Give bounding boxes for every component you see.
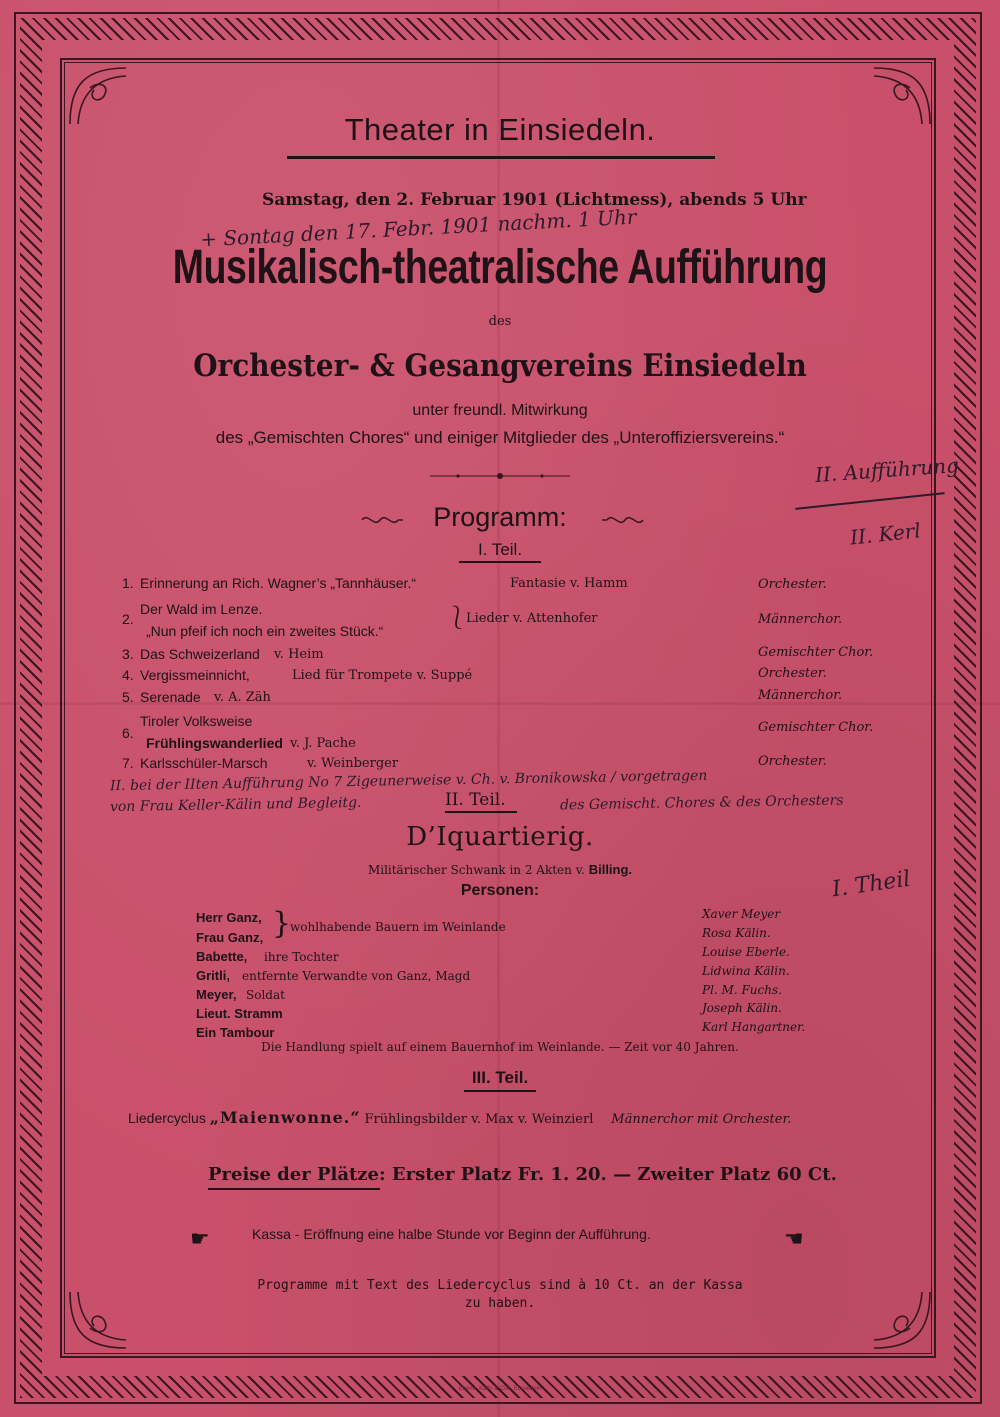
cast-role-description: wohlhabende Bauern im Weinlande: [290, 920, 506, 934]
handwritten-note-auffuehrung: II. Aufführung: [814, 453, 960, 487]
cooperation-line: unter freundl. Mitwirkung: [412, 402, 588, 419]
program-item-number: 3.: [122, 646, 134, 662]
cast-role-description: Soldat: [246, 988, 285, 1002]
cast-actor: Xaver Meyer: [702, 907, 781, 921]
play-author: Billing.: [588, 862, 633, 877]
program-item-number: 6.: [122, 725, 134, 741]
prices-text: Erster Platz Fr. 1. 20. — Zweiter Platz 60 Ct.: [391, 1164, 837, 1185]
main-title: Musikalisch-theatralische Aufführung: [172, 241, 828, 294]
program-item-detail: v. J. Pache: [290, 736, 356, 751]
flourish-right-icon: [600, 512, 645, 528]
program-item-performer: Gemischter Chor.: [758, 720, 874, 735]
handwritten-note-theil: I. Theil: [830, 866, 912, 903]
program-sales-note: Programme mit Text des Liedercyclus sind à 10 Ct. an der Kassa: [257, 1278, 743, 1293]
handwritten-annotation-line3: des Gemischt. Chores & des Orchesters: [559, 792, 844, 814]
program-item-detail: Lieder v. Attenhofer: [466, 611, 598, 626]
box-office-note: Kassa - Eröffnung eine halbe Stunde vor Beginn der Aufführung.: [252, 1226, 651, 1242]
part-one-rule: [459, 561, 541, 563]
cast-role: Lieut. Stramm: [196, 1006, 283, 1021]
cast-actor: Rosa Kälin.: [702, 926, 771, 940]
pointing-hand-icon: ☛: [784, 1226, 804, 1251]
handwritten-note-kerl: II. Kerl: [848, 518, 922, 550]
part-one-heading: I. Teil.: [477, 540, 523, 559]
cast-actor: Joseph Kälin.: [702, 1001, 782, 1015]
cast-role: Gritli,: [196, 968, 230, 983]
cast-role-description: ihre Tochter: [264, 950, 339, 964]
program-item-performer: Männerchor.: [758, 612, 843, 627]
setting-note: Die Handlung spielt auf einem Bauernhof im Weinlande. — Zeit vor 40 Jahren.: [261, 1040, 739, 1054]
program-item-number: 1.: [122, 575, 134, 591]
prices-rule: [208, 1188, 380, 1190]
song-cycle-label: Liedercyclus: [128, 1110, 206, 1126]
cast-role: Babette,: [196, 949, 248, 964]
song-cycle-title: „Maienwonne.“: [209, 1108, 361, 1127]
programm-heading: Programm:: [433, 502, 567, 532]
choir-line: des „Gemischten Chores“ und einiger Mitglieder des „Unteroffiziersvereins.“: [215, 428, 785, 447]
program-item-title: Karlsschüler-Marsch: [140, 755, 268, 771]
divider-ornament-icon: [430, 470, 570, 482]
cast-role-description: entfernte Verwandte von Ganz, Magd: [242, 969, 471, 983]
program-item-title-second: „Nun pfeif ich noch ein zweites Stück.“: [146, 623, 384, 639]
program-item-detail: v. Weinberger: [307, 756, 399, 771]
pointing-hand-icon: ☛: [190, 1226, 210, 1251]
des-label: des: [488, 314, 512, 329]
part-two-heading: II. Teil.: [445, 790, 506, 810]
program-item-performer: Orchester.: [758, 666, 827, 681]
program-item-performer: Orchester.: [758, 754, 827, 769]
song-cycle-detail: Frühlingsbilder v. Max v. Weinzierl: [364, 1112, 594, 1127]
program-item-title: Erinnerung an Rich. Wagner’s „Tannhäuser.“: [140, 575, 417, 591]
program-item-number: 4.: [122, 667, 134, 683]
handwritten-annotation-line1: II. bei der IIten Aufführung No 7 Zigeunerweise v. Ch. v. Bronikowska / vorgetragen: [109, 767, 708, 795]
program-item-performer: Männerchor.: [758, 688, 843, 703]
brace-icon: ⎱: [446, 606, 469, 631]
program-item-performer: Gemischter Chor.: [758, 645, 874, 660]
program-item-detail: v. A. Zäh: [214, 690, 271, 705]
program-item-title: Das Schweizerland: [140, 646, 260, 662]
program-item-title-second: Frühlingswanderlied: [146, 735, 283, 751]
prices-line: [208, 1164, 837, 1185]
handwritten-annotation-line2: von Frau Keller-Kälin und Begleitg.: [109, 794, 362, 816]
part-three-rule: [464, 1090, 536, 1092]
printer-imprint: Eberle, Kälin & Cie., Einsiedeln: [458, 1386, 542, 1392]
cast-actor: Louise Eberle.: [702, 945, 790, 959]
date-line: Samstag, den 2. Februar 1901 (Lichtmess), abends 5 Uhr: [262, 190, 807, 210]
program-item-title: Tiroler Volksweise: [140, 713, 253, 729]
song-cycle-line: [128, 1108, 791, 1127]
heading-rule: [287, 156, 715, 159]
cast-heading: Personen:: [460, 882, 540, 899]
part-two-rule: [445, 811, 517, 813]
cast-actor: Lidwina Kälin.: [702, 964, 790, 978]
program-item-performer: Orchester.: [758, 577, 827, 592]
cast-role: Herr Ganz,: [196, 910, 262, 925]
program-item-title: Vergissmeinnicht,: [140, 667, 250, 683]
program-item-title: Serenade: [140, 689, 201, 705]
cast-role: Meyer,: [196, 987, 237, 1002]
play-title: D’Iquartierig.: [406, 822, 594, 852]
cast-role: Frau Ganz,: [196, 930, 264, 945]
cast-role: Ein Tambour: [196, 1025, 275, 1040]
prices-label: Preise der Plätze:: [208, 1164, 386, 1185]
program-sales-note-2: zu haben.: [464, 1296, 536, 1311]
play-genre: Militärischer Schwank in 2 Akten v.: [367, 863, 585, 877]
program-item-detail: Fantasie v. Hamm: [510, 576, 628, 591]
part-three-heading: III. Teil.: [471, 1068, 529, 1087]
program-item-title: Der Wald im Lenze.: [140, 601, 263, 617]
organization-name: Orchester- & Gesangvereins Einsiedeln: [193, 348, 807, 384]
cast-actor: Pl. M. Fuchs.: [702, 983, 782, 997]
program-item-number: 7.: [122, 755, 134, 771]
brace-icon: }: [272, 906, 292, 941]
program-item-number: 5.: [122, 689, 134, 705]
theater-heading: Theater in Einsiedeln.: [344, 112, 656, 147]
handwritten-date-note: + Sontag den 17. Febr. 1901 nachm. 1 Uhr: [199, 204, 637, 252]
cast-actor: Karl Hangartner.: [702, 1020, 806, 1034]
program-item-detail: Lied für Trompete v. Suppé: [292, 668, 473, 683]
program-item-detail: v. Heim: [274, 647, 324, 662]
song-cycle-performer: Männerchor mit Orchester.: [611, 1112, 792, 1127]
program-item-number: 2.: [122, 611, 134, 627]
